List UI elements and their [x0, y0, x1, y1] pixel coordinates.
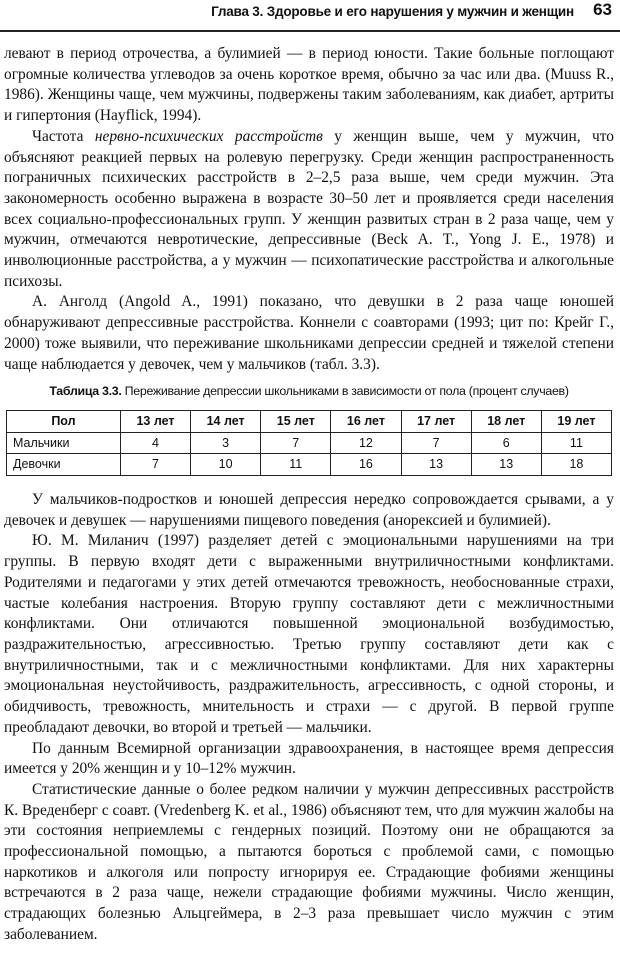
- table-header-row: [7, 410, 612, 432]
- column-header: Пол: [7, 410, 121, 432]
- table-cell: 16: [331, 454, 401, 476]
- table-cell: 18: [541, 454, 611, 476]
- column-header: 14 лет: [191, 410, 261, 432]
- table-cell: 3: [191, 432, 261, 454]
- paragraph: Статистические данные о более редком наличии у мужчин депрессивных расстройств К. Вреденберг с соавт. (Vredenberg K. et al., 1986) объясняют тем, что для мужчин жалобы на эти состояния неприемлемы с гендерных позиций. Поэтому они не обращаются за профессиональной помощью, а пытаются бороться с проблемой сами, с помощью наркотиков и алкоголя или попросту игнорируя ее. Страдающие фобиями женщины встречаются в 2 раза чаще, нежели страдающие фобиями мужчины. Число женщин, страдающих болезнью Альцгеймера, в 2–3 раза превышает число мужчин с этим заболеванием.: [4, 780, 614, 943]
- paragraph: левают в период отрочества, а булимией — в период юности. Такие больные поглощают огромные количества углеводов за очень короткое время, обычно за час или два. (Muuss R., 1986). Женщины чаще, чем мужчины, подвержены таким заболеваниям, как диабет, артриты и гипертония (Hayflick, 1994).: [4, 45, 614, 125]
- table-caption-label: Таблица 3.3.: [49, 384, 122, 399]
- column-header: 16 лет: [331, 410, 401, 432]
- table-row: [7, 432, 612, 454]
- table-cell: 6: [471, 432, 541, 454]
- table-cell: 13: [471, 454, 541, 476]
- paragraph: А. Анголд (Angold A., 1991) показано, что девушки в 2 раза чаще юношей обнаруживают депрессивные расстройства. Коннели с соавторами (1993; цит по: Крейг Г., 2000) тоже выявили, что переживание школьниками депрессии средней и тяжелой степени чаще наблюдается у девочек, чем у мальчиков (табл. 3.3).: [4, 293, 614, 373]
- paragraph: По данным Всемирной организации здравоохранения, в настоящее время депрессия имеется у 20% женщин и у 10–12% мужчин.: [4, 739, 614, 778]
- paragraph: Частота нервно-психических расстройств у женщин выше, чем у мужчин, что объясняют реакцией первых на ролевую перегрузку. Среди женщин распространенность пограничных психических расстройств в 2–2,5 раза выше, чем среди мужчин. Эта закономерность особенно выражена в возрасте 30–50 лет и проявляется среди населения всех социально-профессиональных групп. У женщин развитых стран в 2 раза чаще, чем у мужчин, отмечаются невротические, депрессивные (Beck A. T., Yong J. E., 1978) и инволюционные расстройства, а у мужчин — психопатические расстройства и алкогольные психозы.: [4, 127, 614, 290]
- table-cell: 10: [191, 454, 261, 476]
- table-caption-text: Переживание депрессии школьниками в зависимости от пола (процент случаев): [124, 384, 569, 399]
- row-label: Девочки: [7, 454, 121, 476]
- column-header: 17 лет: [401, 410, 471, 432]
- table-cell: 12: [331, 432, 401, 454]
- running-head: Глава 3. Здоровье и его нарушения у мужчин и женщин: [211, 4, 574, 19]
- table-cell: 4: [120, 432, 190, 454]
- page-number: 63: [593, 0, 612, 19]
- page-header: [0, 0, 620, 32]
- table-cell: 11: [261, 454, 331, 476]
- column-header: 15 лет: [261, 410, 331, 432]
- column-header: 18 лет: [471, 410, 541, 432]
- column-header: 19 лет: [541, 410, 611, 432]
- table-cell: 13: [401, 454, 471, 476]
- paragraph: Ю. М. Миланич (1997) разделяет детей с эмоциональными нарушениями на три группы. В первую входят дети с выраженными внутриличностными конфликтами. Родителями и педагогами у этих детей отмечаются тревожность, необоснованные страхи, частые колебания настроения. Вторую группу составляют дети с межличностными конфликтами. Они отличаются повышенной эмоциональной возбудимостью, раздражительностью, агрессивностью. Третью группу составляют дети как с внутриличностными, так и с межличностными конфликтами. Для них характерны эмоциональная неустойчивость, раздражительность, агрессивность, с одной стороны, и обидчивость, тревожность, мнительность и страхи — с другой. В первой группе преобладают девочки, во второй и третьей — мальчики.: [4, 532, 614, 736]
- emphasis-term: нервно-психических расстройств: [94, 127, 323, 145]
- table-cell: 7: [401, 432, 471, 454]
- table-cell: 7: [120, 454, 190, 476]
- table-cell: 7: [261, 432, 331, 454]
- table-cell: 11: [541, 432, 611, 454]
- table-caption: [4, 381, 614, 402]
- paragraph: У мальчиков-подростков и юношей депрессия нередко сопровождается срывами, а у девочек и девушек — нарушениями пищевого поведения (анорексией и булимией).: [4, 491, 614, 529]
- row-label: Мальчики: [7, 432, 121, 454]
- page-body: [4, 44, 614, 946]
- depression-table: [6, 410, 612, 476]
- table-row: [7, 454, 612, 476]
- column-header: 13 лет: [120, 410, 190, 432]
